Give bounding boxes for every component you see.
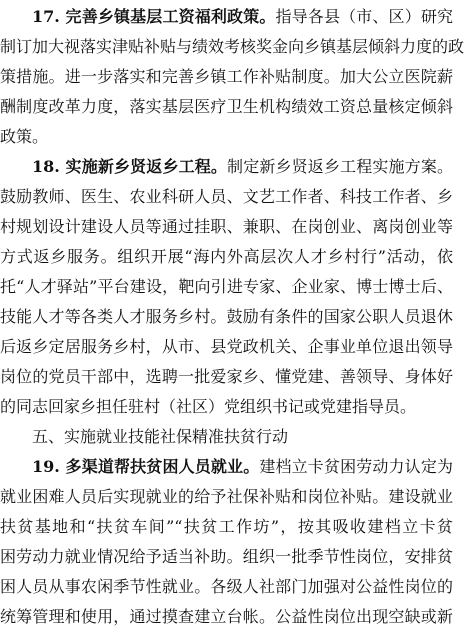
item-18-text-line-6: 技能人才等各类人才服务乡村。鼓励有条件的国家公职人员退休 [0,307,453,326]
item-17-heading: 17. 完善乡镇基层工资福利政策。 [32,7,276,26]
item-19-text-line-5: 困人员从事农闲季节性就业。各级人社部门加强对公益性岗位的 [0,577,453,596]
item-17-text-line-1: 指导各县（市、区）研究 [275,7,453,26]
item-17-text-line-5: 政策。 [0,127,49,146]
item-18-text-line-1: 制定新乡贤返乡工程实施方案。 [227,157,453,176]
item-19-text-line-3: 扶贫基地和“扶贫车间”“扶贫工作坊”，按其吸收建档立卡贫 [0,517,453,536]
item-18-heading: 18. 实施新乡贤返乡工程。 [32,157,228,176]
section-5-heading: 五、实施就业技能社保精准扶贫行动 [32,427,289,446]
item-18-text-line-5: 托“人才驿站”平台建设，靶向引进专家、企业家、博士博士后、 [0,277,453,296]
item-19-text-line-6: 统筹管理和使用，通过摸查建立台帐。公益性岗位出现空缺或新 [0,607,453,626]
item-18-text-line-3: 村规划设计建设人员等通过挂职、兼职、在岗创业、离岗创业等 [0,217,453,236]
item-19-text-line-2: 就业困难人员后实现就业的给予社保补贴和岗位补贴。建设就业 [0,487,453,506]
item-18-text-line-8: 岗位的党员干部中，选聘一批爱家乡、懂党建、善领导、身体好 [0,367,453,386]
item-19-text-line-4: 困劳动力就业情况给予适当补助。组织一批季节性岗位，安排贫 [0,547,453,566]
item-19-heading: 19. 多渠道帮扶贫困人员就业。 [32,457,260,476]
item-18-text-line-2: 鼓励教师、医生、农业科研人员、文艺工作者、科技工作者、乡 [0,187,453,206]
item-17-text-line-3: 策措施。进一步落实和完善乡镇工作补贴制度。加大公立医院薪 [0,67,453,86]
item-18-text-line-9: 的同志回家乡担任驻村（社区）党组织书记或党建指导员。 [0,397,417,416]
item-18-first-line [0,152,453,182]
item-17-text-line-4: 酬制度改革力度，落实基层医疗卫生机构绩效工资总量核定倾斜 [0,97,453,116]
item-19-text-line-1: 建档立卡贫困劳动力认定为 [259,457,453,476]
item-17-first-line [0,2,453,32]
item-18-text-line-4: 方式返乡服务。组织开展“海内外高层次人才乡村行”活动，依 [0,247,453,266]
item-18-text-line-7: 后返乡定居服务乡村，从市、县党政机关、企事业单位退出领导 [0,337,453,356]
item-19-first-line [0,452,453,482]
item-17-text-line-2: 制订加大视落实津贴补贴与绩效考核奖金向乡镇基层倾斜力度的政 [0,37,464,56]
